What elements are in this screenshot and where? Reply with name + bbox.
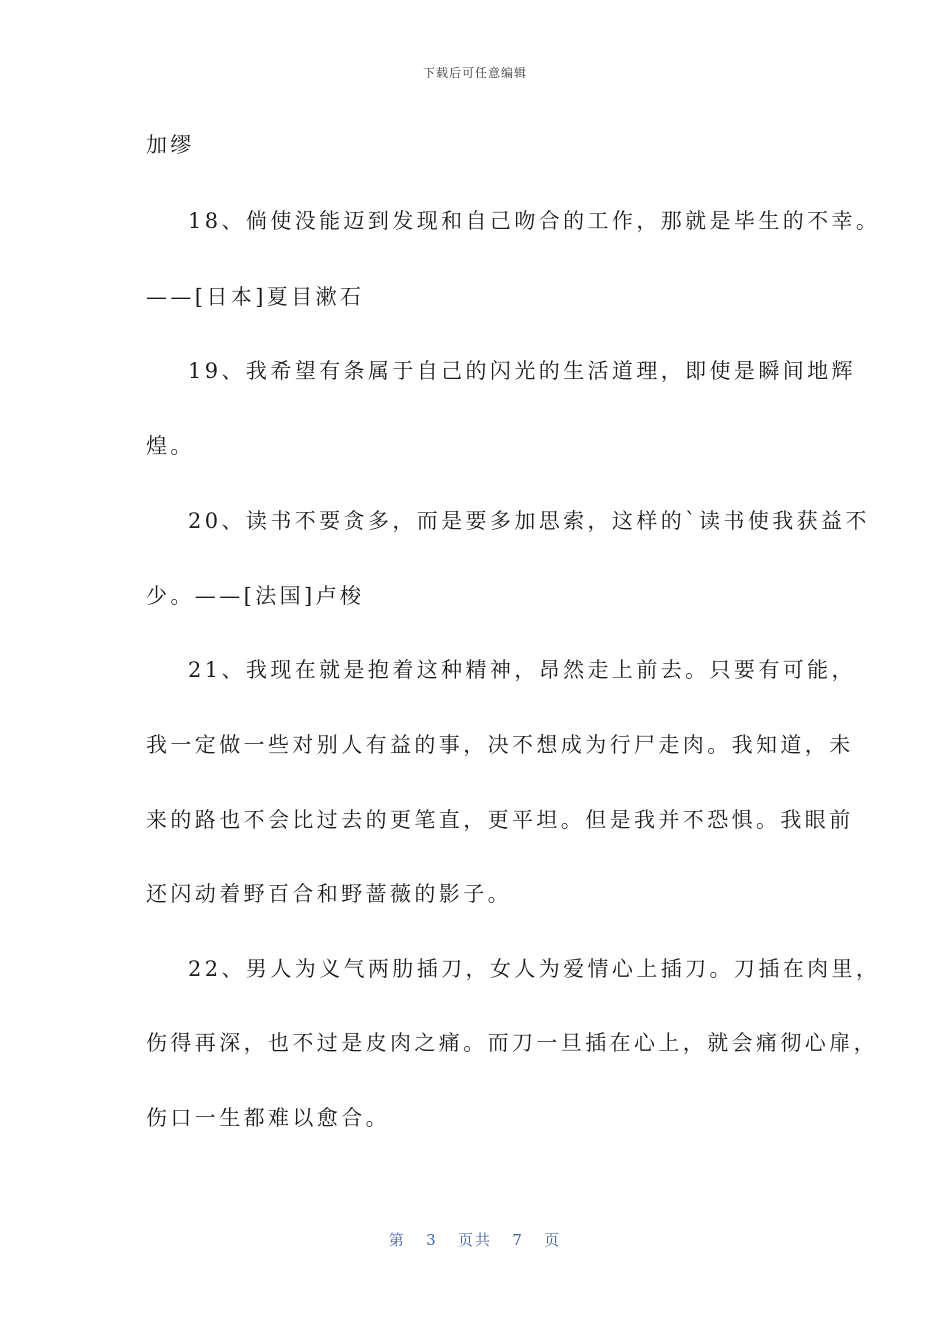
text-line: 21、我现在就是抱着这种精神，昂然走上前去。只要有可能，: [188, 658, 856, 682]
text-line: 22、男人为义气两肋插刀，女人为爱情心上插刀。刀插在肉里，: [188, 957, 881, 981]
page-label-mid: 页共: [457, 1231, 492, 1249]
current-page-number: 3: [426, 1231, 438, 1249]
text-line: 我一定做一些对别人有益的事，决不想成为行尸走肉。我知道，未: [146, 733, 854, 757]
text-line: 还闪动着野百合和野蔷薇的影子。: [146, 882, 512, 906]
text-line: 加缪: [146, 133, 195, 157]
page-label-prefix: 第: [388, 1231, 406, 1249]
text-line: 伤得再深，也不过是皮肉之痛。而刀一旦插在心上，就会痛彻心扉，: [146, 1031, 878, 1055]
page-footer: [0, 1229, 950, 1250]
text-line: 煌。: [146, 434, 195, 458]
text-line: 20、读书不要贪多，而是要多加思索，这样的`读书使我获益不: [188, 509, 870, 533]
total-pages-number: 7: [512, 1231, 524, 1249]
text-line: ——[日本]夏目漱石: [146, 285, 365, 309]
page-label-suffix: 页: [544, 1231, 562, 1249]
text-line: 伤口一生都难以愈合。: [146, 1106, 390, 1130]
text-line: 18、倘使没能迈到发现和自己吻合的工作，那就是毕生的不幸。: [188, 209, 881, 233]
text-line: 19、我希望有条属于自己的闪光的生活道理，即使是瞬间地辉: [188, 359, 856, 383]
page-header: 下载后可任意编辑: [422, 66, 527, 80]
text-line: 少。——[法国]卢梭: [146, 584, 365, 608]
text-line: 来的路也不会比过去的更笔直，更平坦。但是我并不恐惧。我眼前: [146, 808, 854, 832]
